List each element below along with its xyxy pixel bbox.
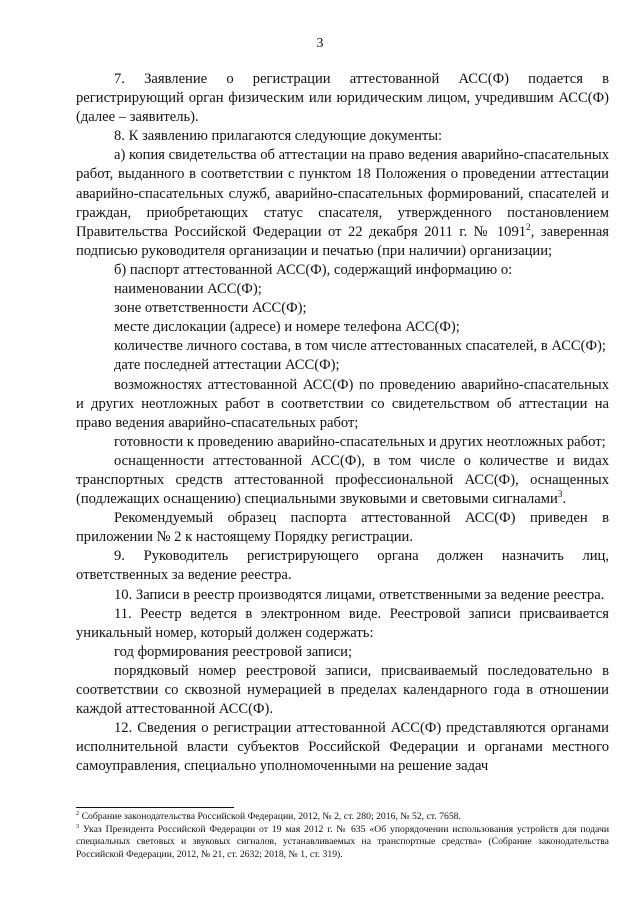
footnote-ref-2: 2 bbox=[526, 222, 531, 233]
paragraph-12: 12. Сведения о регистрации аттестованной АСС(Ф) представляются органами исполнительной власти субъектов Российской Федерации и органами местного самоуправления, специально уполномоченными на решение задач bbox=[76, 720, 609, 775]
footnotes bbox=[76, 811, 609, 861]
paragraph-8a: а) копия свидетельства об аттестации на право ведения аварийно-спасательных работ, выданного в соответствии с пунктом 18 Положения о проведении аттестации аварийно-спасательных служб, аварийно-спасательных формирований, спасателей и граждан, приобретающих статус спасателя, утвержденного постановлением Правительства Российской Федерации от 22 декабря 2011 г. № 1091$^2$, заверенная подписью руководителя организации и печатью (при наличии) организации; bbox=[76, 147, 610, 259]
document-body bbox=[76, 70, 609, 776]
list-item: месте дислокации (адресе) и номере телефона АСС(Ф); bbox=[114, 319, 460, 336]
paragraph-recommended-sample: Рекомендуемый образец паспорта аттестованной АСС(Ф) приведен в приложении № 2 к настоящему Порядку регистрации. bbox=[76, 510, 609, 546]
list-item: год формирования реестровой записи; bbox=[114, 643, 352, 660]
list-item: возможностях аттестованной АСС(Ф) по проведению аварийно-спасательных и других неотложных работ в соответствии со свидетельством об аттестации на право ведения аварийно-спасательных работ; bbox=[76, 376, 609, 431]
list-item: порядковый номер реестровой записи, присваиваемый последовательно в соответствии со сквозной нумерацией в пределах календарного года в отношении каждой аттестованной АСС(Ф). bbox=[76, 662, 609, 718]
footnote-2: $^2$ Собрание законодательства Российской Федерации, 2012, № 2, ст. 280; 2016, № 52, ст. 7658. bbox=[76, 809, 461, 822]
list-item: количестве личного состава, в том числе аттестованных спасателей, в АСС(Ф); bbox=[114, 338, 606, 355]
footnote-ref-3: 3 bbox=[557, 490, 563, 501]
footnote-3: $^3$ Указ Президента Российской Федерации от 19 мая 2012 г. № 635 «Об упорядочении использования устройств для подачи специальных световых и звуковых сигналов, устанавливаемых на транспортные средства» (Собрание законодательства Российской Федерации, 2012, № 21, ст. 2632; 2018, № 1, ст. 319). bbox=[76, 822, 610, 860]
list-item: наименовании АСС(Ф); bbox=[114, 281, 262, 298]
paragraph-8: 8. К заявлению прилагаются следующие документы: bbox=[114, 128, 443, 145]
list-item: зоне ответственности АСС(Ф); bbox=[114, 300, 307, 317]
list-item: дате последней аттестации АСС(Ф); bbox=[114, 357, 340, 374]
paragraph-10: 10. Записи в реестр производятся лицами, ответственными за ведение реестра. bbox=[114, 586, 605, 603]
footnote-divider bbox=[76, 807, 234, 808]
paragraph-9: 9. Руководитель регистрирующего органа должен назначить лиц, ответственных за ведение реестра. bbox=[76, 548, 609, 584]
paragraph-7: 7. Заявление о регистрации аттестованной АСС(Ф) подается в регистрирующий орган физическим или юридическим лицом, учредившим АСС(Ф) (далее – заявитель). bbox=[76, 71, 609, 126]
list-item: оснащенности аттестованной АСС(Ф), в том числе о количестве и видах транспортных средств аттестованной профессиональной АСС(Ф), оснащенных (подлежащих оснащению) специальными звуковыми и световыми сигналами$^3$. bbox=[76, 452, 609, 508]
list-item: готовности к проведению аварийно-спасательных и других неотложных работ; bbox=[114, 433, 606, 450]
paragraph-11: 11. Реестр ведется в электронном виде. Реестровой записи присваивается уникальный номер, который должен содержать: bbox=[76, 605, 609, 641]
page-number: 3 bbox=[316, 36, 324, 51]
paragraph-8b: б) паспорт аттестованной АСС(Ф), содержащий информацию о: bbox=[114, 261, 513, 278]
